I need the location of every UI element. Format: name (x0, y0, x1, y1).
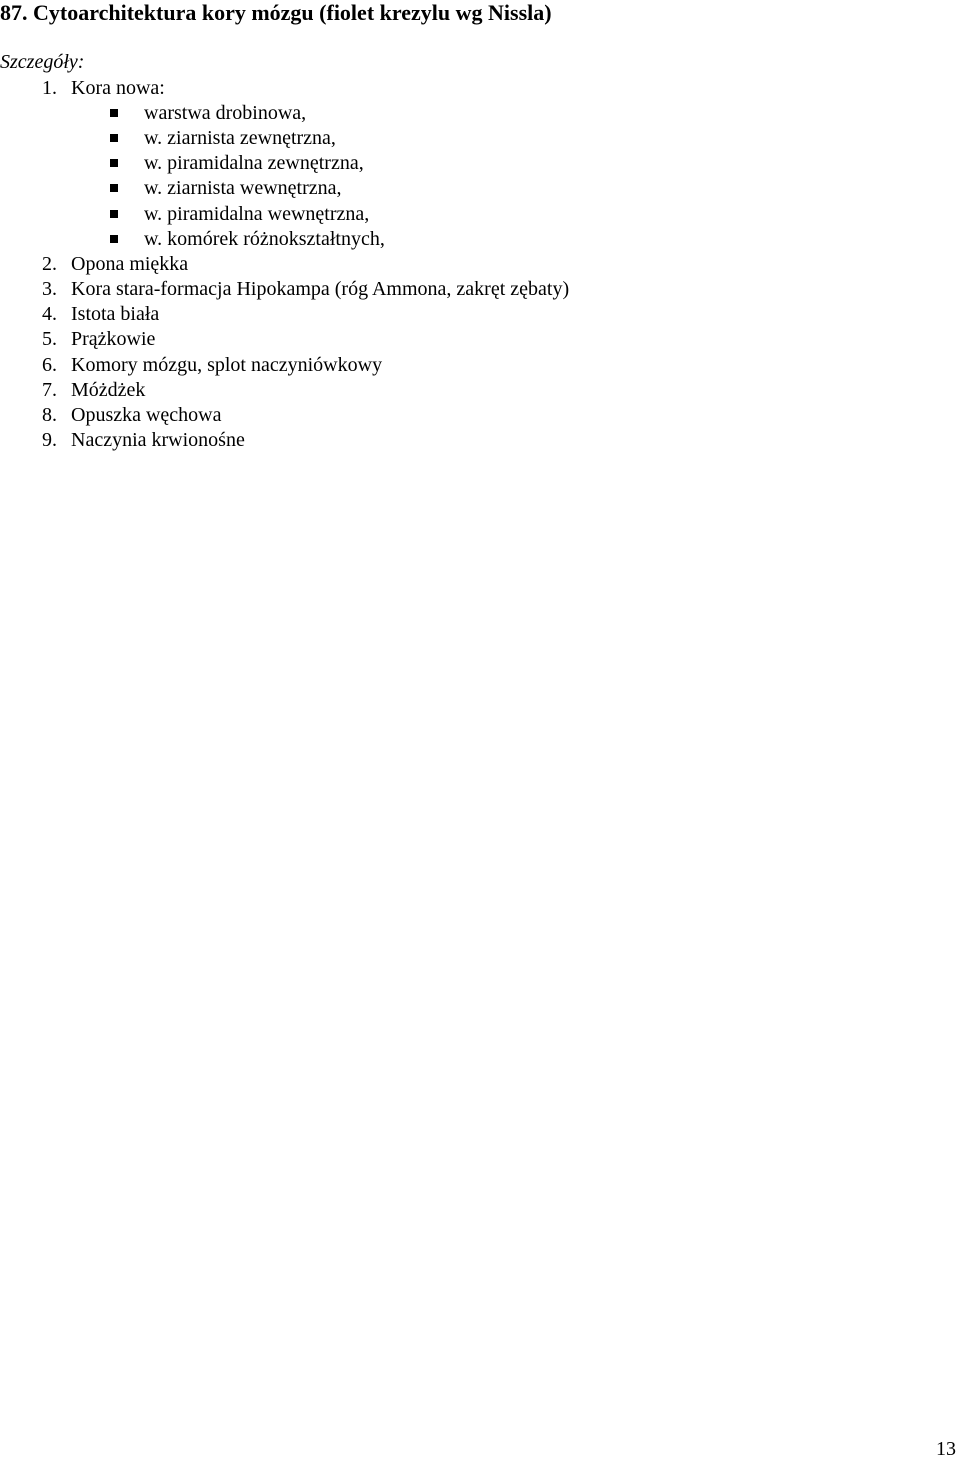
list-item-text: Opuszka węchowa (71, 404, 222, 426)
list-item-number: 2. (42, 253, 57, 275)
list-item-number: 1. (42, 77, 57, 99)
list-item-text: Prążkowie (71, 328, 156, 350)
square-bullet-icon (110, 134, 118, 142)
list-item-text: Kora nowa: (71, 77, 165, 99)
sub-list-item-text: warstwa drobinowa, (144, 102, 307, 124)
sub-list-item-text: w. ziarnista zewnętrzna, (144, 127, 336, 149)
list-item-text: Naczynia krwionośne (71, 429, 245, 451)
list-item-text: Istota biała (71, 303, 160, 325)
list-item-text: Opona miękka (71, 253, 189, 275)
list-item-number: 5. (42, 328, 57, 350)
list-item-number: 7. (42, 379, 57, 401)
list-item-number: 4. (42, 303, 57, 325)
square-bullet-icon (110, 159, 118, 167)
sub-list-item-text: w. piramidalna wewnętrzna, (144, 203, 370, 225)
list-item-number: 3. (42, 278, 57, 300)
sub-list-item-text: w. komórek różnokształtnych, (144, 228, 385, 250)
list-item-text: Komory mózgu, splot naczyniówkowy (71, 354, 383, 376)
sub-list-item-text: w. piramidalna zewnętrzna, (144, 152, 364, 174)
square-bullet-icon (110, 184, 118, 192)
square-bullet-icon (110, 109, 118, 117)
list-item-number: 9. (42, 429, 57, 451)
list-item-number: 6. (42, 354, 57, 376)
square-bullet-icon (110, 210, 118, 218)
sub-list-item-text: w. ziarnista wewnętrzna, (144, 177, 342, 199)
square-bullet-icon (110, 235, 118, 243)
list-item-text: Kora stara-formacja Hipokampa (róg Ammona, zakręt zębaty) (71, 278, 570, 300)
details-label: Szczegóły: (0, 51, 85, 73)
list-item-text: Móżdżek (71, 379, 146, 401)
list-item-number: 8. (42, 404, 57, 426)
page-title: 87. Cytoarchitektura kory mózgu (fiolet krezylu wg Nissla) (0, 0, 552, 25)
page-number: 13 (936, 1438, 956, 1460)
